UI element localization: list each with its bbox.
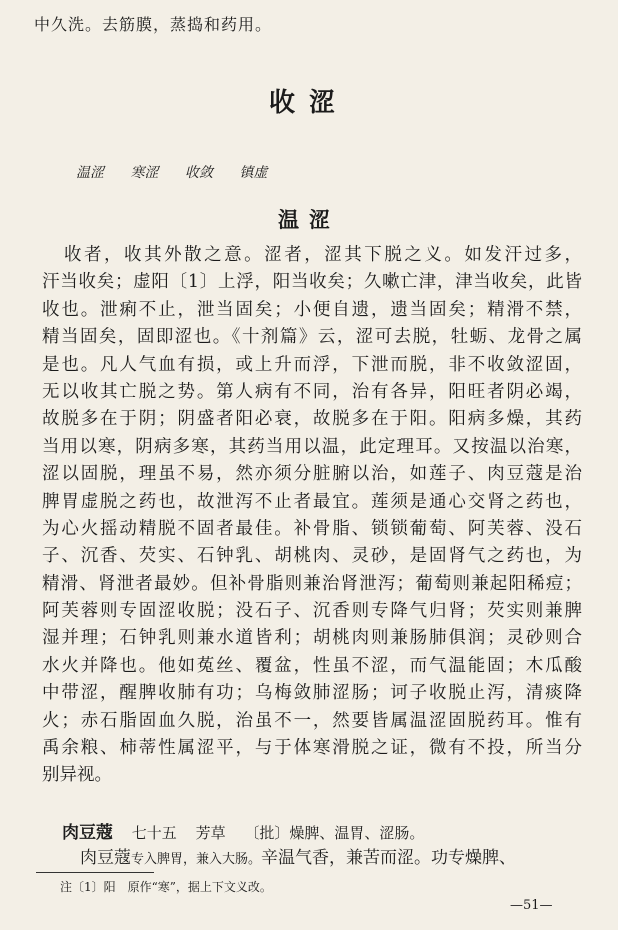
body-paragraph: [42, 242, 582, 790]
text-line: 是也。凡人气血有损，或上升而浮，下泄而脱，非不收敛涩固，: [42, 354, 582, 375]
text-line: 当用以寒，阴病多寒，其药当用以温，此定理耳。又按温以治寒，: [42, 436, 582, 457]
entry-body-note: 专入脾胃，兼入大肠。: [131, 852, 262, 867]
text-line: 火；赤石脂固血久脱，治虽不一，然要皆属温涩固脱药耳。惟有: [42, 710, 582, 731]
text-line: 为心火摇动精脱不固者最佳。补骨脂、锁锁葡萄、阿芙蓉、没石: [42, 518, 582, 539]
subcategory-item: 镇虚: [239, 165, 268, 181]
text-line: 中带涩，醒脾收肺有功；乌梅敛肺涩肠；诃子收脱止泻，清痰降: [42, 683, 582, 704]
entry-number: 七十五: [131, 824, 177, 842]
continuation-line: 中久洗。去筋膜，蒸捣和药用。: [34, 15, 273, 34]
section-title: 收涩: [268, 88, 349, 118]
entry-body: [80, 843, 516, 868]
page-number: —51—: [510, 898, 553, 913]
text-line: 别异视。: [42, 765, 112, 786]
text-line: 涩以固脱，理虽不易，然亦须分脏腑以治，如莲子、肉豆蔻是治: [42, 464, 582, 485]
text-line: 精滑、肾泄者最妙。但补骨脂则兼治肾泄泻；葡萄则兼起阳稀痘；: [42, 573, 582, 594]
text-line: 汗当收矣；虚阳〔1〕上浮，阳当收矣；久嗽亡津，津当收矣，此皆: [42, 272, 582, 293]
text-line: 收也。泄痢不止，泄当固矣；小便自遗，遗当固矣；精滑不禁，: [42, 299, 582, 320]
text-line: 脾胃虚脱之药也，故泄泻不止者最宜。莲须是通心交肾之药也，: [42, 491, 582, 512]
footnote-divider: [36, 872, 154, 873]
subcategory-item: 收敛: [184, 165, 213, 181]
text-line: 故脱多在于阴；阴盛者阳必衰，故脱多在于阳。阳病多燥，其药: [42, 409, 582, 430]
subcategory-item: 温涩: [76, 165, 104, 181]
entry-body-text: 辛温气香，兼苦而涩。功专燥脾、: [261, 848, 517, 868]
text-line: 水火并降也。他如菟丝、覆盆，性虽不涩，而气温能固；木瓜酸: [42, 655, 582, 676]
text-line: 子、沉香、芡实、石钟乳、胡桃肉、灵砂，是固肾气之药也，为: [42, 546, 582, 567]
subcategory-list: [76, 162, 289, 182]
subsection-title: 温涩: [278, 207, 340, 232]
entry-annotation: 〔批〕燥脾、温胃、涩肠。: [244, 824, 425, 842]
entry-body-name: 肉豆蔻: [80, 848, 131, 868]
text-line: 湿并理；石钟乳则兼水道皆利；胡桃肉则兼肠肺俱润；灵砂则合: [42, 628, 582, 649]
entry-heading: [62, 818, 424, 843]
entry-category: 芳草: [195, 824, 226, 842]
text-line: 禹余粮、柿蒂性属涩平，与于体寒滑脱之证，微有不投，所当分: [42, 738, 582, 759]
text-line: 精当固矣，固即涩也。《十剂篇》云，涩可去脱，牡蛎、龙骨之属: [42, 327, 582, 348]
text-line: 无以收其亡脱之势。第人病有不同，治有各异，阳旺者阴必竭，: [42, 381, 582, 402]
text-line: 收者，收其外散之意。涩者，涩其下脱之义。如发汗过多，: [64, 245, 582, 265]
subcategory-item: 寒涩: [130, 165, 159, 181]
text-line: 阿芙蓉则专固涩收脱；没石子、沉香则专降气归肾；芡实则兼脾: [42, 601, 582, 622]
footnote: 注〔1〕阳 原作“寒”，据上下文义改。: [60, 880, 272, 894]
entry-name: 肉豆蔻: [62, 823, 113, 843]
